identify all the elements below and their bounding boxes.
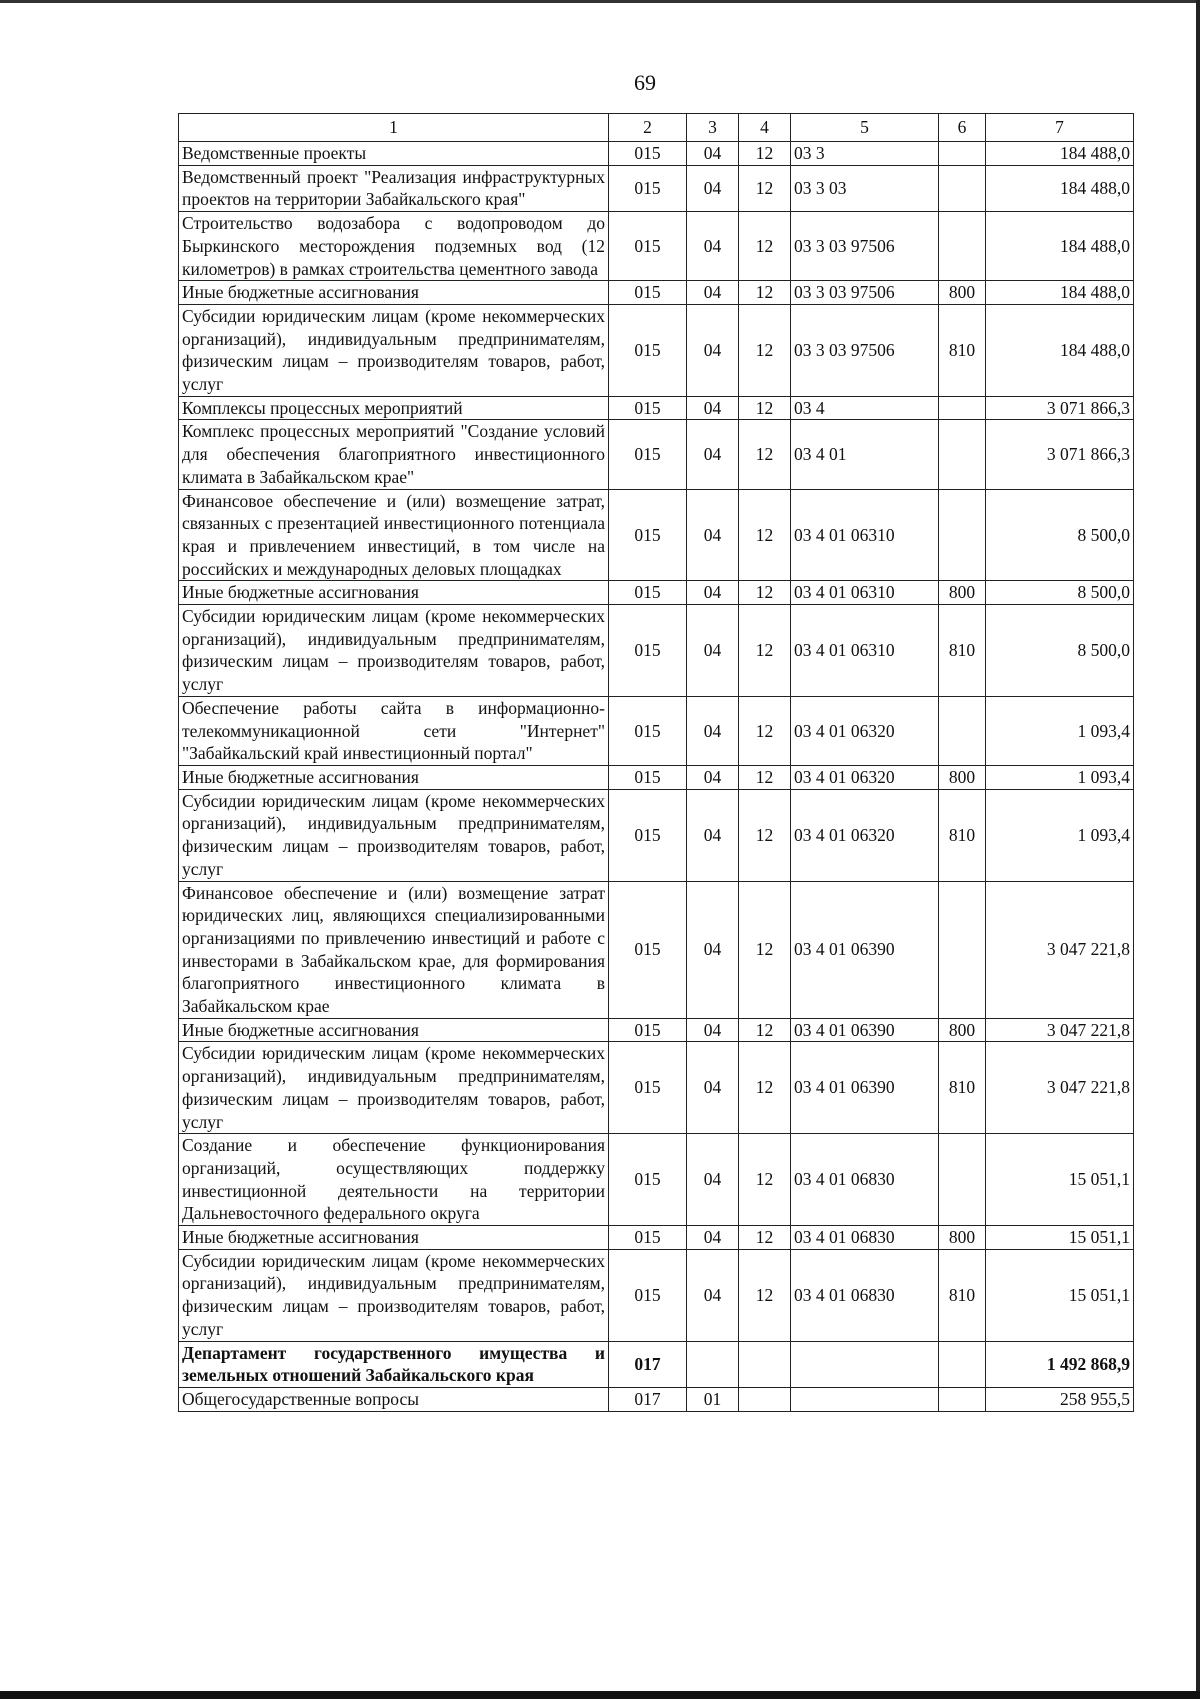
row-name: Общегосударственные вопросы	[179, 1387, 609, 1411]
section-code: 04	[687, 420, 739, 489]
table-row	[179, 1387, 1134, 1411]
row-name: Строительство водозабора с водопроводом до Быркинского месторождения подземных вод (12 километров) в рамках строительства цементного завода	[179, 212, 609, 281]
table-row	[179, 304, 1134, 396]
section-code: 04	[687, 789, 739, 881]
ministry-code: 017	[609, 1387, 687, 1411]
subsection-code	[739, 1341, 791, 1387]
section-code: 04	[687, 1249, 739, 1341]
ministry-code: 015	[609, 605, 687, 697]
subsection-code: 12	[739, 1249, 791, 1341]
target-article-code: 03 4 01 06830	[791, 1249, 939, 1341]
row-name: Комплексы процессных мероприятий	[179, 396, 609, 420]
table-row	[179, 696, 1134, 765]
ministry-code: 015	[609, 396, 687, 420]
row-name: Иные бюджетные ассигнования	[179, 765, 609, 789]
section-code: 04	[687, 581, 739, 605]
row-name: Иные бюджетные ассигнования	[179, 281, 609, 305]
expense-type-code: 800	[939, 281, 986, 305]
subsection-code: 12	[739, 789, 791, 881]
expense-type-code: 810	[939, 1249, 986, 1341]
column-header: 1	[179, 114, 609, 142]
table-row	[179, 1249, 1134, 1341]
scan-top-edge	[0, 0, 1200, 3]
row-name: Создание и обеспечение функционирования организаций, осуществляющих поддержку инвестиционной деятельности на территории Дальневосточного федерального округа	[179, 1134, 609, 1226]
row-name: Обеспечение работы сайта в информационно-телекоммуникационной сети "Интернет" "Забайкальский край инвестиционный портал"	[179, 696, 609, 765]
ministry-code: 015	[609, 212, 687, 281]
target-article-code: 03 3 03 97506	[791, 212, 939, 281]
expense-type-code: 810	[939, 789, 986, 881]
expense-type-code	[939, 396, 986, 420]
ministry-code: 015	[609, 142, 687, 166]
expense-type-code	[939, 489, 986, 581]
table-row	[179, 489, 1134, 581]
ministry-code: 015	[609, 696, 687, 765]
budget-table	[178, 113, 1134, 1412]
amount: 184 488,0	[986, 304, 1134, 396]
row-name: Финансовое обеспечение и (или) возмещение затрат юридических лиц, являющихся специализированными организациями по привлечению инвестиций и работе с инвесторами в Забайкальском крае, для формирования благоприятного инвестиционного климата в Забайкальском крае	[179, 881, 609, 1018]
expense-type-code: 810	[939, 605, 986, 697]
expense-type-code	[939, 142, 986, 166]
table-header-row	[179, 114, 1134, 142]
expense-type-code	[939, 1387, 986, 1411]
column-header: 2	[609, 114, 687, 142]
expense-type-code: 800	[939, 765, 986, 789]
target-article-code: 03 4 01 06310	[791, 581, 939, 605]
section-code: 04	[687, 212, 739, 281]
target-article-code: 03 4 01 06390	[791, 1018, 939, 1042]
section-code: 04	[687, 1226, 739, 1250]
table-row	[179, 165, 1134, 211]
ministry-code: 015	[609, 420, 687, 489]
amount: 15 051,1	[986, 1249, 1134, 1341]
table-row	[179, 396, 1134, 420]
page-number: 69	[634, 70, 656, 95]
ministry-code: 015	[609, 1226, 687, 1250]
amount: 3 047 221,8	[986, 1018, 1134, 1042]
target-article-code: 03 4 01	[791, 420, 939, 489]
subsection-code	[739, 1387, 791, 1411]
expense-type-code: 800	[939, 581, 986, 605]
table-row	[179, 212, 1134, 281]
section-code: 04	[687, 1134, 739, 1226]
row-name: Департамент государственного имущества и земельных отношений Забайкальского края	[179, 1341, 609, 1387]
subsection-code: 12	[739, 1042, 791, 1134]
expense-type-code	[939, 212, 986, 281]
ministry-code: 015	[609, 581, 687, 605]
table-row	[179, 789, 1134, 881]
section-code: 04	[687, 142, 739, 166]
section-code: 04	[687, 396, 739, 420]
section-code: 01	[687, 1387, 739, 1411]
column-header: 3	[687, 114, 739, 142]
ministry-code: 015	[609, 1042, 687, 1134]
table-row	[179, 142, 1134, 166]
section-code: 04	[687, 1018, 739, 1042]
section-code: 04	[687, 489, 739, 581]
table-row	[179, 605, 1134, 697]
target-article-code: 03 4 01 06310	[791, 489, 939, 581]
amount: 3 047 221,8	[986, 881, 1134, 1018]
amount: 8 500,0	[986, 605, 1134, 697]
table-row	[179, 881, 1134, 1018]
row-name: Иные бюджетные ассигнования	[179, 1018, 609, 1042]
table-row	[179, 1226, 1134, 1250]
column-header: 5	[791, 114, 939, 142]
subsection-code: 12	[739, 1018, 791, 1042]
table-row	[179, 1134, 1134, 1226]
target-article-code: 03 4 01 06830	[791, 1226, 939, 1250]
subsection-code: 12	[739, 881, 791, 1018]
row-name: Ведомственные проекты	[179, 142, 609, 166]
column-header: 4	[739, 114, 791, 142]
expense-type-code	[939, 881, 986, 1018]
amount: 1 093,4	[986, 789, 1134, 881]
section-code: 04	[687, 605, 739, 697]
ministry-code: 015	[609, 1249, 687, 1341]
target-article-code: 03 4 01 06830	[791, 1134, 939, 1226]
target-article-code: 03 4 01 06320	[791, 789, 939, 881]
amount: 8 500,0	[986, 489, 1134, 581]
row-name: Иные бюджетные ассигнования	[179, 1226, 609, 1250]
section-code: 04	[687, 165, 739, 211]
row-name: Ведомственный проект "Реализация инфраструктурных проектов на территории Забайкальского края"	[179, 165, 609, 211]
expense-type-code: 800	[939, 1018, 986, 1042]
target-article-code: 03 4 01 06310	[791, 605, 939, 697]
amount: 8 500,0	[986, 581, 1134, 605]
subsection-code: 12	[739, 489, 791, 581]
row-name: Субсидии юридическим лицам (кроме некоммерческих организаций), индивидуальным предпринимателям, физическим лицам – производителям товаров, работ, услуг	[179, 1042, 609, 1134]
row-name: Субсидии юридическим лицам (кроме некоммерческих организаций), индивидуальным предпринимателям, физическим лицам – производителям товаров, работ, услуг	[179, 1249, 609, 1341]
section-code: 04	[687, 1042, 739, 1134]
ministry-code: 015	[609, 765, 687, 789]
amount: 1 492 868,9	[986, 1341, 1134, 1387]
scan-bottom-edge	[0, 1691, 1200, 1699]
amount: 184 488,0	[986, 281, 1134, 305]
target-article-code: 03 4 01 06320	[791, 696, 939, 765]
section-code	[687, 1341, 739, 1387]
subsection-code: 12	[739, 581, 791, 605]
target-article-code: 03 4 01 06390	[791, 1042, 939, 1134]
expense-type-code	[939, 165, 986, 211]
table-row	[179, 581, 1134, 605]
amount: 184 488,0	[986, 142, 1134, 166]
column-header: 6	[939, 114, 986, 142]
subsection-code: 12	[739, 1134, 791, 1226]
subsection-code: 12	[739, 396, 791, 420]
subsection-code: 12	[739, 304, 791, 396]
subsection-code: 12	[739, 420, 791, 489]
ministry-code: 015	[609, 1134, 687, 1226]
scan-right-edge	[1196, 0, 1200, 1699]
expense-type-code: 810	[939, 304, 986, 396]
column-header: 7	[986, 114, 1134, 142]
target-article-code: 03 4	[791, 396, 939, 420]
table-row	[179, 420, 1134, 489]
row-name: Финансовое обеспечение и (или) возмещение затрат, связанных с презентацией инвестиционного потенциала края и привлечением инвестиций, в том числе на российских и международных деловых площадках	[179, 489, 609, 581]
expense-type-code	[939, 1134, 986, 1226]
ministry-code: 015	[609, 789, 687, 881]
subsection-code: 12	[739, 765, 791, 789]
target-article-code	[791, 1387, 939, 1411]
target-article-code: 03 3 03 97506	[791, 281, 939, 305]
target-article-code: 03 4 01 06320	[791, 765, 939, 789]
row-name: Субсидии юридическим лицам (кроме некоммерческих организаций), индивидуальным предпринимателям, физическим лицам – производителям товаров, работ, услуг	[179, 789, 609, 881]
expense-type-code	[939, 1341, 986, 1387]
subsection-code: 12	[739, 142, 791, 166]
row-name: Комплекс процессных мероприятий "Создание условий для обеспечения благоприятного инвестиционного климата в Забайкальском крае"	[179, 420, 609, 489]
expense-type-code	[939, 696, 986, 765]
expense-type-code: 800	[939, 1226, 986, 1250]
amount: 184 488,0	[986, 165, 1134, 211]
amount: 15 051,1	[986, 1134, 1134, 1226]
amount: 3 047 221,8	[986, 1042, 1134, 1134]
amount: 15 051,1	[986, 1226, 1134, 1250]
amount: 1 093,4	[986, 765, 1134, 789]
ministry-code: 015	[609, 881, 687, 1018]
expense-type-code: 810	[939, 1042, 986, 1134]
section-code: 04	[687, 881, 739, 1018]
ministry-code: 017	[609, 1341, 687, 1387]
row-name: Иные бюджетные ассигнования	[179, 581, 609, 605]
subsection-code: 12	[739, 1226, 791, 1250]
row-name: Субсидии юридическим лицам (кроме некоммерческих организаций), индивидуальным предпринимателям, физическим лицам – производителям товаров, работ, услуг	[179, 605, 609, 697]
section-code: 04	[687, 765, 739, 789]
subsection-code: 12	[739, 605, 791, 697]
target-article-code: 03 3 03	[791, 165, 939, 211]
target-article-code	[791, 1341, 939, 1387]
amount: 258 955,5	[986, 1387, 1134, 1411]
amount: 3 071 866,3	[986, 396, 1134, 420]
subsection-code: 12	[739, 281, 791, 305]
table-body	[179, 142, 1134, 1412]
amount: 3 071 866,3	[986, 420, 1134, 489]
table-row	[179, 1341, 1134, 1387]
target-article-code: 03 3	[791, 142, 939, 166]
ministry-code: 015	[609, 489, 687, 581]
ministry-code: 015	[609, 1018, 687, 1042]
row-name: Субсидии юридическим лицам (кроме некоммерческих организаций), индивидуальным предпринимателям, физическим лицам – производителям товаров, работ, услуг	[179, 304, 609, 396]
table-row	[179, 765, 1134, 789]
target-article-code: 03 4 01 06390	[791, 881, 939, 1018]
amount: 1 093,4	[986, 696, 1134, 765]
table-row	[179, 1042, 1134, 1134]
subsection-code: 12	[739, 212, 791, 281]
ministry-code: 015	[609, 281, 687, 305]
subsection-code: 12	[739, 165, 791, 211]
section-code: 04	[687, 281, 739, 305]
ministry-code: 015	[609, 165, 687, 211]
expense-type-code	[939, 420, 986, 489]
ministry-code: 015	[609, 304, 687, 396]
table-row	[179, 281, 1134, 305]
section-code: 04	[687, 696, 739, 765]
target-article-code: 03 3 03 97506	[791, 304, 939, 396]
section-code: 04	[687, 304, 739, 396]
table-row	[179, 1018, 1134, 1042]
subsection-code: 12	[739, 696, 791, 765]
amount: 184 488,0	[986, 212, 1134, 281]
